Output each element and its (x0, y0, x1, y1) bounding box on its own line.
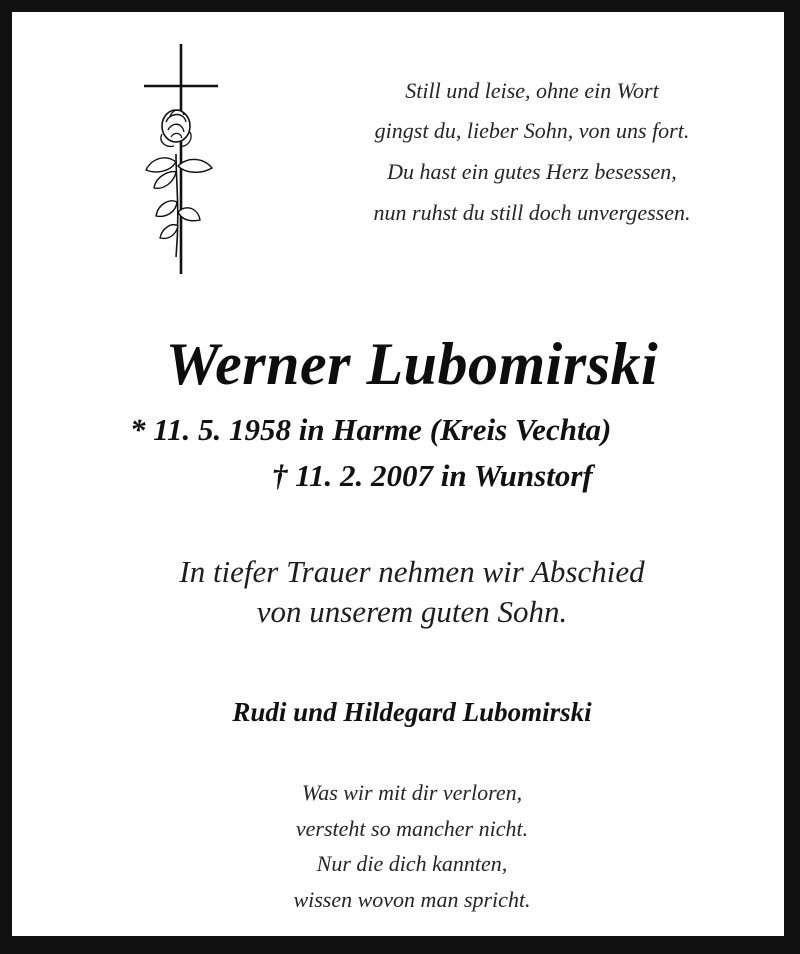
verse-bottom-line-2: versteht so mancher nicht. (295, 816, 529, 841)
death-date: † 11. 2. 2007 in Wunstorf (272, 458, 593, 493)
verse-bottom-line-1: Was wir mit dir verloren, (301, 780, 523, 805)
cross-with-rose-icon (140, 42, 220, 278)
verse-top-line-4: nun ruhst du still doch unvergessen. (373, 200, 691, 225)
verse-top-line-3: Du hast ein gutes Herz besessen, (387, 159, 677, 184)
family-signature: Rudi und Hildegard Lubomirski (232, 697, 592, 727)
verse-top-line-1: Still und leise, ohne ein Wort (405, 78, 659, 103)
verse-bottom-line-3: Nur die dich kannten, (316, 851, 508, 876)
deceased-name: Werner Lubomirski (165, 331, 659, 397)
verse-bottom-line-4: wissen wovon man spricht. (293, 887, 531, 912)
mourning-line-1: In tiefer Trauer nehmen wir Abschied (179, 554, 645, 589)
mourning-line-2: von unserem guten Sohn. (256, 594, 568, 629)
birth-date: * 11. 5. 1958 in Harme (Kreis Vechta) (130, 412, 612, 447)
verse-top-line-2: gingst du, lieber Sohn, von uns fort. (374, 118, 690, 143)
